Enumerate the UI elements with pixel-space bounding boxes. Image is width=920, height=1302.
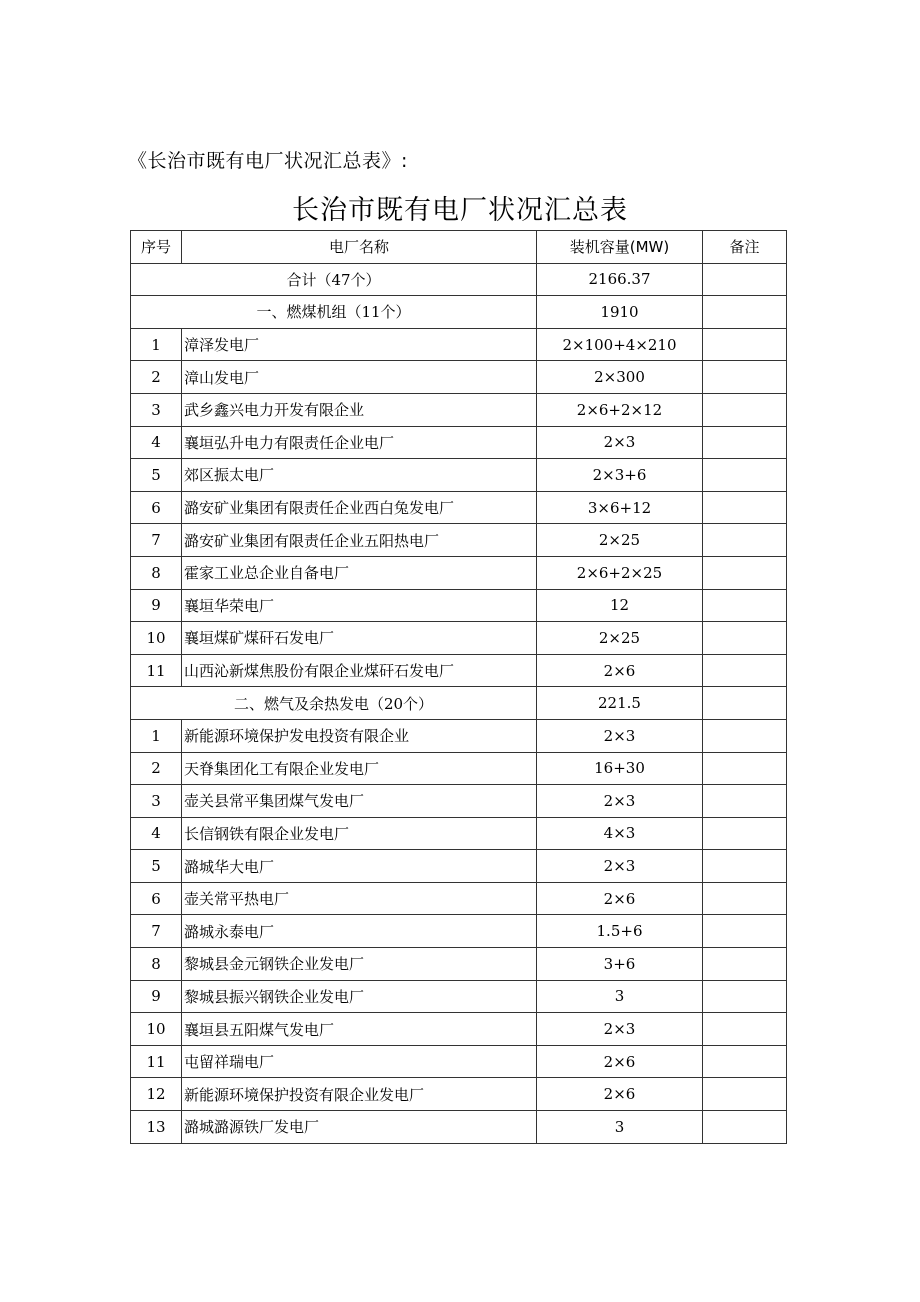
- row-note: [703, 1111, 787, 1144]
- table-row: [131, 459, 787, 492]
- row-note: [703, 654, 787, 687]
- section-label: 一、燃煤机组（11个）: [131, 296, 537, 329]
- row-note: [703, 426, 787, 459]
- row-name: 潞城潞源铁厂发电厂: [182, 1111, 537, 1144]
- table-row: [131, 556, 787, 589]
- section-note: [703, 296, 787, 329]
- row-num: 1: [131, 328, 182, 361]
- row-capacity: 2×6: [537, 882, 703, 915]
- table-row: [131, 719, 787, 752]
- row-capacity: 2×3: [537, 719, 703, 752]
- row-name: 霍家工业总企业自备电厂: [182, 556, 537, 589]
- row-name: 屯留祥瑞电厂: [182, 1045, 537, 1078]
- row-num: 11: [131, 654, 182, 687]
- row-note: [703, 1045, 787, 1078]
- row-capacity: 2×6: [537, 654, 703, 687]
- row-note: [703, 719, 787, 752]
- row-name: 新能源环境保护投资有限企业发电厂: [182, 1078, 537, 1111]
- table-row: [131, 393, 787, 426]
- total-label: 合计（47个）: [131, 263, 537, 296]
- table-row: [131, 654, 787, 687]
- row-capacity: 2×6+2×25: [537, 556, 703, 589]
- row-name: 武乡鑫兴电力开发有限企业: [182, 393, 537, 426]
- row-name: 郊区振太电厂: [182, 459, 537, 492]
- row-capacity: 2×100+4×210: [537, 328, 703, 361]
- row-name: 山西沁新煤焦股份有限企业煤矸石发电厂: [182, 654, 537, 687]
- row-num: 13: [131, 1111, 182, 1144]
- header-num: 序号: [131, 231, 182, 264]
- row-num: 4: [131, 817, 182, 850]
- row-name: 潞安矿业集团有限责任企业西白兔发电厂: [182, 491, 537, 524]
- table-row: [131, 850, 787, 883]
- row-name: 襄垣煤矿煤矸石发电厂: [182, 622, 537, 655]
- row-num: 7: [131, 524, 182, 557]
- row-capacity: 2×3: [537, 785, 703, 818]
- row-note: [703, 459, 787, 492]
- row-capacity: 1.5+6: [537, 915, 703, 948]
- row-note: [703, 752, 787, 785]
- row-capacity: 2×3: [537, 1013, 703, 1046]
- header-note: 备注: [703, 231, 787, 264]
- row-capacity: 2×6+2×12: [537, 393, 703, 426]
- row-note: [703, 393, 787, 426]
- power-plant-table: [130, 230, 787, 1144]
- row-name: 潞安矿业集团有限责任企业五阳热电厂: [182, 524, 537, 557]
- row-note: [703, 361, 787, 394]
- row-num: 10: [131, 1013, 182, 1046]
- section-capacity: 1910: [537, 296, 703, 329]
- row-num: 3: [131, 393, 182, 426]
- row-num: 11: [131, 1045, 182, 1078]
- row-capacity: 3: [537, 1111, 703, 1144]
- row-name: 漳山发电厂: [182, 361, 537, 394]
- row-name: 黎城县振兴钢铁企业发电厂: [182, 980, 537, 1013]
- row-num: 9: [131, 589, 182, 622]
- row-name: 漳泽发电厂: [182, 328, 537, 361]
- table-row: [131, 948, 787, 981]
- row-num: 1: [131, 719, 182, 752]
- table-row: [131, 1078, 787, 1111]
- row-name: 壶关常平热电厂: [182, 882, 537, 915]
- table-row: [131, 491, 787, 524]
- section-row: [131, 296, 787, 329]
- table-row: [131, 1045, 787, 1078]
- header-capacity: 装机容量(MW): [537, 231, 703, 264]
- row-num: 2: [131, 752, 182, 785]
- total-capacity: 2166.37: [537, 263, 703, 296]
- table-row: [131, 1013, 787, 1046]
- row-note: [703, 556, 787, 589]
- row-num: 9: [131, 980, 182, 1013]
- row-note: [703, 622, 787, 655]
- row-note: [703, 785, 787, 818]
- row-note: [703, 948, 787, 981]
- table-row: [131, 915, 787, 948]
- row-note: [703, 850, 787, 883]
- row-name: 襄垣弘升电力有限责任企业电厂: [182, 426, 537, 459]
- table-row: [131, 817, 787, 850]
- table-row: [131, 589, 787, 622]
- row-name: 襄垣县五阳煤气发电厂: [182, 1013, 537, 1046]
- row-capacity: 2×6: [537, 1045, 703, 1078]
- row-note: [703, 1078, 787, 1111]
- row-name: 壶关县常平集团煤气发电厂: [182, 785, 537, 818]
- header-row: [131, 231, 787, 264]
- row-num: 8: [131, 556, 182, 589]
- table-row: [131, 524, 787, 557]
- row-name: 潞城永泰电厂: [182, 915, 537, 948]
- row-note: [703, 1013, 787, 1046]
- section-note: [703, 687, 787, 720]
- table-row: [131, 622, 787, 655]
- row-capacity: 3+6: [537, 948, 703, 981]
- row-capacity: 3: [537, 980, 703, 1013]
- row-num: 8: [131, 948, 182, 981]
- row-name: 长信钢铁有限企业发电厂: [182, 817, 537, 850]
- row-note: [703, 589, 787, 622]
- row-num: 3: [131, 785, 182, 818]
- header-name: 电厂名称: [182, 231, 537, 264]
- row-num: 10: [131, 622, 182, 655]
- row-capacity: 2×25: [537, 622, 703, 655]
- table-row: [131, 328, 787, 361]
- row-note: [703, 980, 787, 1013]
- row-capacity: 2×300: [537, 361, 703, 394]
- row-name: 新能源环境保护发电投资有限企业: [182, 719, 537, 752]
- row-name: 襄垣华荣电厂: [182, 589, 537, 622]
- row-capacity: 3×6+12: [537, 491, 703, 524]
- section-capacity: 221.5: [537, 687, 703, 720]
- document-title: 长治市既有电厂状况汇总表: [292, 195, 628, 226]
- row-name: 潞城华大电厂: [182, 850, 537, 883]
- table-row: [131, 882, 787, 915]
- table-row: [131, 752, 787, 785]
- row-note: [703, 882, 787, 915]
- table-row: [131, 980, 787, 1013]
- total-note: [703, 263, 787, 296]
- row-name: 黎城县金元钢铁企业发电厂: [182, 948, 537, 981]
- table-row: [131, 1111, 787, 1144]
- row-note: [703, 915, 787, 948]
- row-note: [703, 524, 787, 557]
- row-num: 6: [131, 882, 182, 915]
- total-row: [131, 263, 787, 296]
- row-num: 2: [131, 361, 182, 394]
- row-capacity: 2×6: [537, 1078, 703, 1111]
- row-num: 4: [131, 426, 182, 459]
- row-note: [703, 328, 787, 361]
- row-capacity: 2×3: [537, 426, 703, 459]
- table-row: [131, 426, 787, 459]
- row-capacity: 16+30: [537, 752, 703, 785]
- row-note: [703, 491, 787, 524]
- row-capacity: 4×3: [537, 817, 703, 850]
- row-note: [703, 817, 787, 850]
- row-num: 6: [131, 491, 182, 524]
- row-num: 5: [131, 459, 182, 492]
- row-name: 天脊集团化工有限企业发电厂: [182, 752, 537, 785]
- section-row: [131, 687, 787, 720]
- intro-text: 《长治市既有电厂状况汇总表》:: [128, 150, 408, 172]
- row-num: 12: [131, 1078, 182, 1111]
- row-capacity: 2×3+6: [537, 459, 703, 492]
- row-capacity: 2×25: [537, 524, 703, 557]
- row-num: 7: [131, 915, 182, 948]
- row-capacity: 2×3: [537, 850, 703, 883]
- row-num: 5: [131, 850, 182, 883]
- table-body: [131, 231, 787, 1144]
- section-label: 二、燃气及余热发电（20个）: [131, 687, 537, 720]
- table-row: [131, 785, 787, 818]
- row-capacity: 12: [537, 589, 703, 622]
- table-row: [131, 361, 787, 394]
